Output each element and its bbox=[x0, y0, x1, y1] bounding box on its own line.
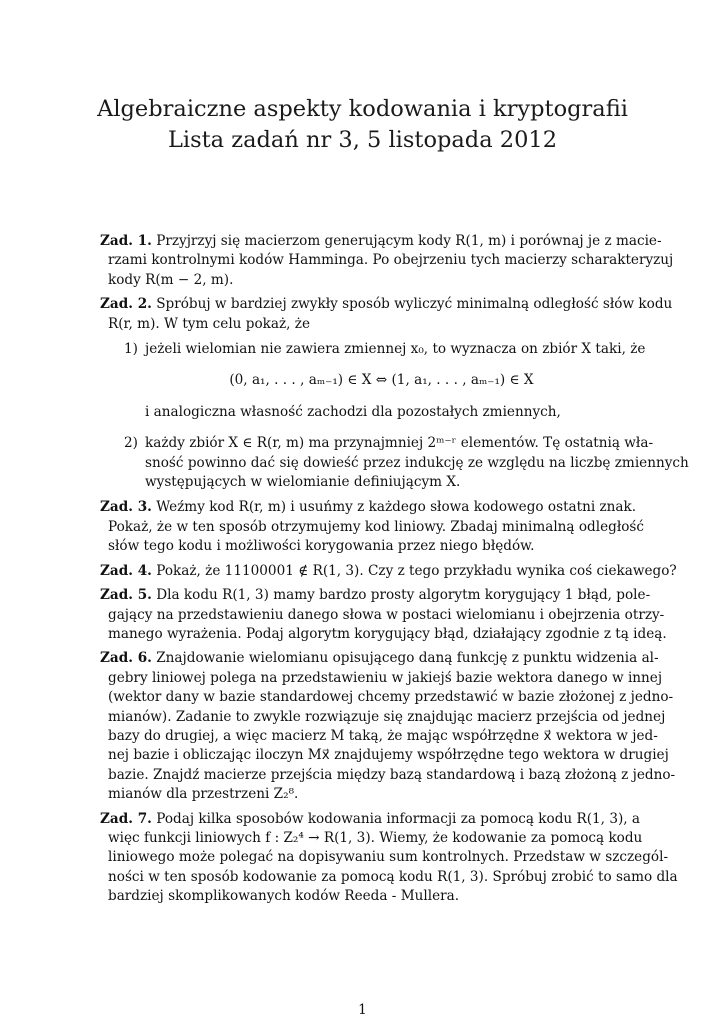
task-text-line: (wektor dany w bazie standardowej chcemy przedstawić w bazie złożonej z jedno- bbox=[108, 689, 674, 706]
list-item-text: jeżeli wielomian nie zawiera zmiennej x₀, to wyznacza on zbiór X taki, że bbox=[145, 341, 646, 358]
task-2 bbox=[100, 295, 689, 492]
task-text-line: gający na przedstawieniu danego słowa w postaci wielomianu i obejrzenia otrzy- bbox=[108, 606, 665, 623]
title-line-2: Lista zadań nr 3, 5 listopada 2012 bbox=[167, 127, 558, 153]
task-text-line: Weźmy kod R(r, m) i usuńmy z każdego słowa kodowego ostatni znak. bbox=[156, 499, 637, 516]
task-text-line: kody R(m − 2, m). bbox=[108, 271, 234, 288]
task-label: Zad. 5. bbox=[100, 587, 152, 604]
list-item-text: występujących w wielomianie definiującym X. bbox=[145, 474, 461, 491]
task-text-line: bardziej skomplikowanych kodów Reeda - Mullera. bbox=[108, 888, 460, 905]
task-6 bbox=[100, 649, 676, 804]
enumerated-list bbox=[100, 340, 689, 492]
list-item-number: 2) bbox=[124, 435, 138, 452]
task-text-line: Znajdowanie wielomianu opisującego daną funkcję z punktu widzenia al- bbox=[156, 650, 659, 667]
task-label: Zad. 7. bbox=[100, 810, 152, 827]
task-label: Zad. 4. bbox=[100, 562, 152, 579]
task-text-line: słów tego kodu i możliwości korygowania przez niego błędów. bbox=[108, 538, 535, 555]
document-title bbox=[0, 94, 725, 156]
list-item-text: i analogiczna własność zachodzi dla pozostałych zmiennych, bbox=[145, 403, 561, 420]
task-text-line: ności w ten sposób kodowanie za pomocą kodu R(1, 3). Spróbuj zrobić to samo dla bbox=[108, 868, 678, 885]
page-number: 1 bbox=[358, 1002, 367, 1018]
list-item-text: sność powinno dać się dowieść przez indukcję ze względu na liczbę zmiennych bbox=[145, 454, 689, 471]
task-text-line: mianów dla przestrzeni Z₂⁸. bbox=[108, 786, 299, 803]
list-item-number: 1) bbox=[124, 341, 138, 358]
task-text-line: bazy do drugiej, a więc macierz M taką, że mając współrzędne x⃗ wektora w jed- bbox=[108, 727, 658, 744]
task-text-line: liniowego może polegać na dopisywaniu sum kontrolnych. Przedstaw w szczegól- bbox=[108, 849, 669, 866]
task-text-line: więc funkcji liniowych f : Z₂⁴ → R(1, 3). Wiemy, że kodowanie za pomocą kodu bbox=[108, 829, 643, 846]
list-item-text: każdy zbiór X ∈ R(r, m) ma przynajmniej 2ᵐ⁻ʳ elementów. Tę ostatnią wła- bbox=[145, 435, 654, 452]
task-text-line: Dla kodu R(1, 3) mamy bardzo prosty algorytm korygujący 1 błąd, pole- bbox=[156, 587, 651, 604]
title-line-1: Algebraiczne aspekty kodowania i kryptografii bbox=[97, 96, 628, 122]
task-4 bbox=[100, 562, 677, 581]
task-7 bbox=[100, 810, 678, 907]
task-label: Zad. 3. bbox=[100, 499, 152, 516]
task-text-line: nej bazie i obliczając iloczyn Mx⃗ znajdujemy współrzędne tego wektora w drugiej bbox=[108, 747, 669, 764]
task-1 bbox=[100, 232, 674, 290]
task-label: Zad. 2. bbox=[100, 296, 152, 313]
task-list bbox=[100, 232, 689, 912]
list-item bbox=[100, 434, 689, 492]
task-text-line: gebry liniowej polega na przedstawieniu w jakiejś bazie wektora danego w innej bbox=[108, 669, 663, 686]
display-formula: (0, a₁, . . . , aₘ₋₁) ∈ X ⇔ (1, a₁, . . . , aₘ₋₁) ∈ X bbox=[229, 372, 534, 389]
task-5 bbox=[100, 586, 667, 644]
task-text-line: Pokaż, że 11100001 ∉ R(1, 3). Czy z tego przykładu wynika coś ciekawego? bbox=[156, 562, 677, 579]
task-text-line: manego wyrażenia. Podaj algorytm korygujący błąd, działający zgodnie z tą ideą. bbox=[108, 625, 667, 642]
task-text-line: Podaj kilka sposobów kodowania informacji za pomocą kodu R(1, 3), a bbox=[156, 810, 641, 827]
task-label: Zad. 6. bbox=[100, 650, 152, 667]
task-text-line: bazie. Znajdź macierze przejścia między bazą standardową i bazą złożoną z jedno- bbox=[108, 766, 676, 783]
task-text-line: R(r, m). W tym celu pokaż, że bbox=[108, 315, 310, 332]
list-item bbox=[100, 340, 646, 422]
task-text-line: mianów). Zadanie to zwykle rozwiązuje się znajdując macierz przejścia od jednej bbox=[108, 708, 666, 725]
task-text-line: Spróbuj w bardziej zwykły sposób wyliczyć minimalną odległość słów kodu bbox=[156, 296, 673, 313]
task-text-line: rzami kontrolnymi kodów Hamminga. Po obejrzeniu tych macierzy scharakteryzuj bbox=[108, 252, 674, 269]
task-label: Zad. 1. bbox=[100, 233, 152, 249]
task-3 bbox=[100, 498, 645, 556]
task-text-line: Pokaż, że w ten sposób otrzymujemy kod liniowy. Zbadaj minimalną odległość bbox=[108, 518, 645, 535]
task-text-line: Przyjrzyj się macierzom generującym kody R(1, m) i porównaj je z macie- bbox=[156, 233, 662, 249]
